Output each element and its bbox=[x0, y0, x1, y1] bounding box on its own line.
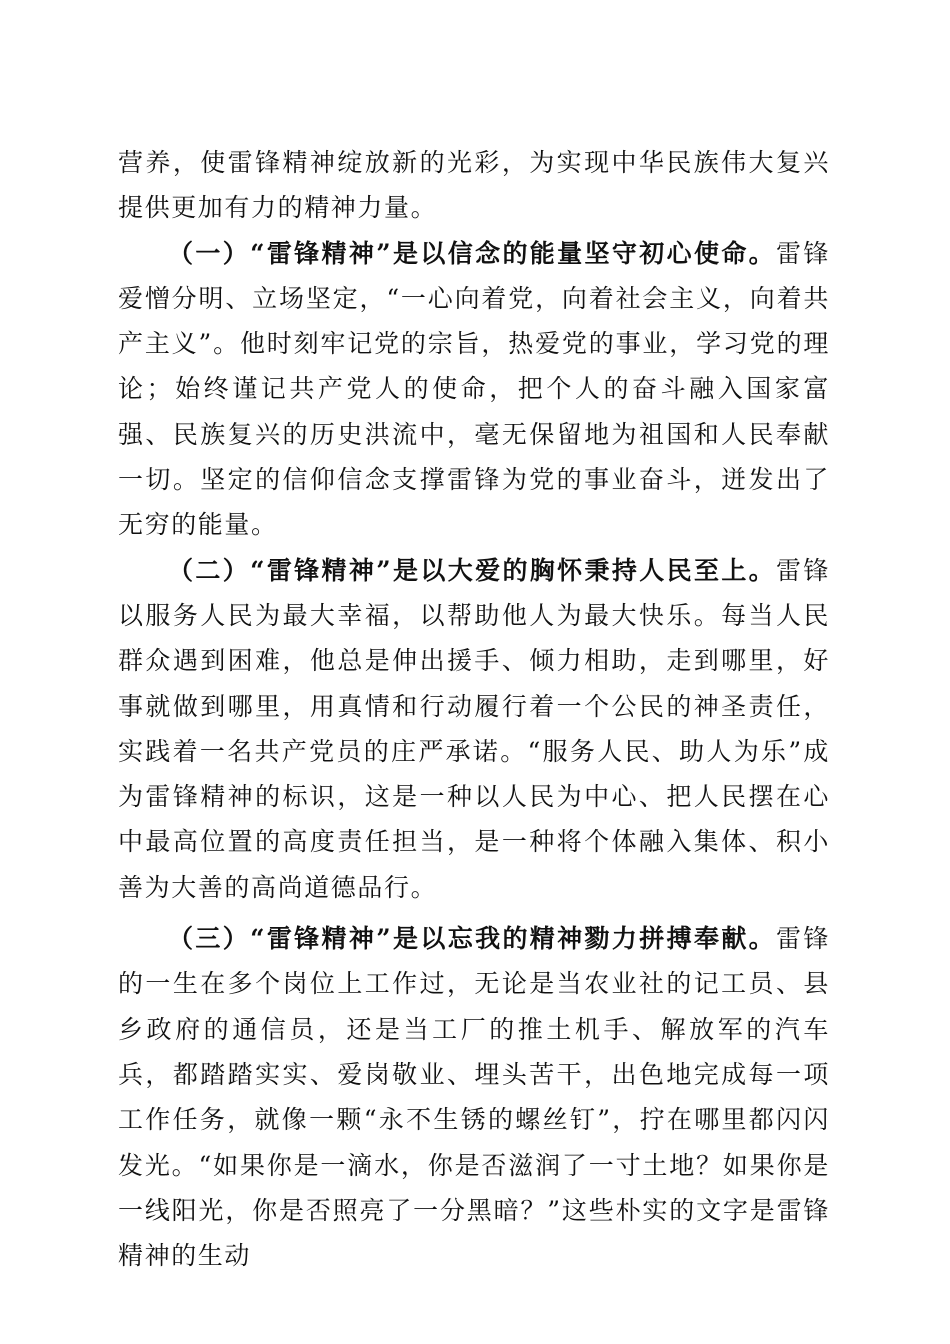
paragraph-text: 雷锋以服务人民为最大幸福，以帮助他人为最大快乐。每当人民群众遇到困难，他总是伸出援手、倾力相助，走到哪里，好事就做到哪里，用真情和行动履行着一个公民的神圣责任，实践着一名共产党员的庄严承诺。“服务人民、助人为乐”成为雷锋精神的标识，这是一种以人民为中心、把人民摆在心中最高位置的高度责任担当，是一种将个体融入集体、积小善为大善的高尚道德品行。 bbox=[118, 555, 831, 902]
section-heading: （二）“雷锋精神”是以大爱的胸怀秉持人民至上。 bbox=[168, 555, 777, 585]
paragraph-section-3 bbox=[118, 916, 830, 1278]
section-heading: （一）“雷锋精神”是以信念的能量坚守初心使命。 bbox=[168, 238, 777, 268]
body-text bbox=[118, 140, 830, 1278]
paragraph-text: 雷锋的一生在多个岗位上工作过，无论是当农业社的记工员、县乡政府的通信员，还是当工厂的推土机手、解放军的汽车兵，都踏踏实实、爱岗敬业、埋头苦干，出色地完成每一项工作任务，就像一颗“永不生锈的螺丝钉”，拧在哪里都闪闪发光。“如果你是一滴水，你是否滋润了一寸土地？如果你是一线阳光，你是否照亮了一分黑暗？”这些朴实的文字是雷锋精神的生动 bbox=[118, 924, 831, 1271]
paragraph-continuation bbox=[118, 140, 830, 231]
paragraph-section-1 bbox=[118, 231, 830, 548]
paragraph-text: 营养，使雷锋精神绽放新的光彩，为实现中华民族伟大复兴提供更加有力的精神力量。 bbox=[118, 148, 830, 223]
section-heading: （三）“雷锋精神”是以忘我的精神勠力拼搏奉献。 bbox=[168, 924, 777, 954]
paragraph-section-2 bbox=[118, 548, 830, 910]
paragraph-text: 雷锋爱憎分明、立场坚定，“一心向着党，向着社会主义，向着共产主义”。他时刻牢记党的宗旨，热爱党的事业，学习党的理论；始终谨记共产党人的使命，把个人的奋斗融入国家富强、民族复兴的历史洪流中，毫无保留地为祖国和人民奉献一切。坚定的信仰信念支撑雷锋为党的事业奋斗，迸发出了无穷的能量。 bbox=[118, 238, 831, 540]
